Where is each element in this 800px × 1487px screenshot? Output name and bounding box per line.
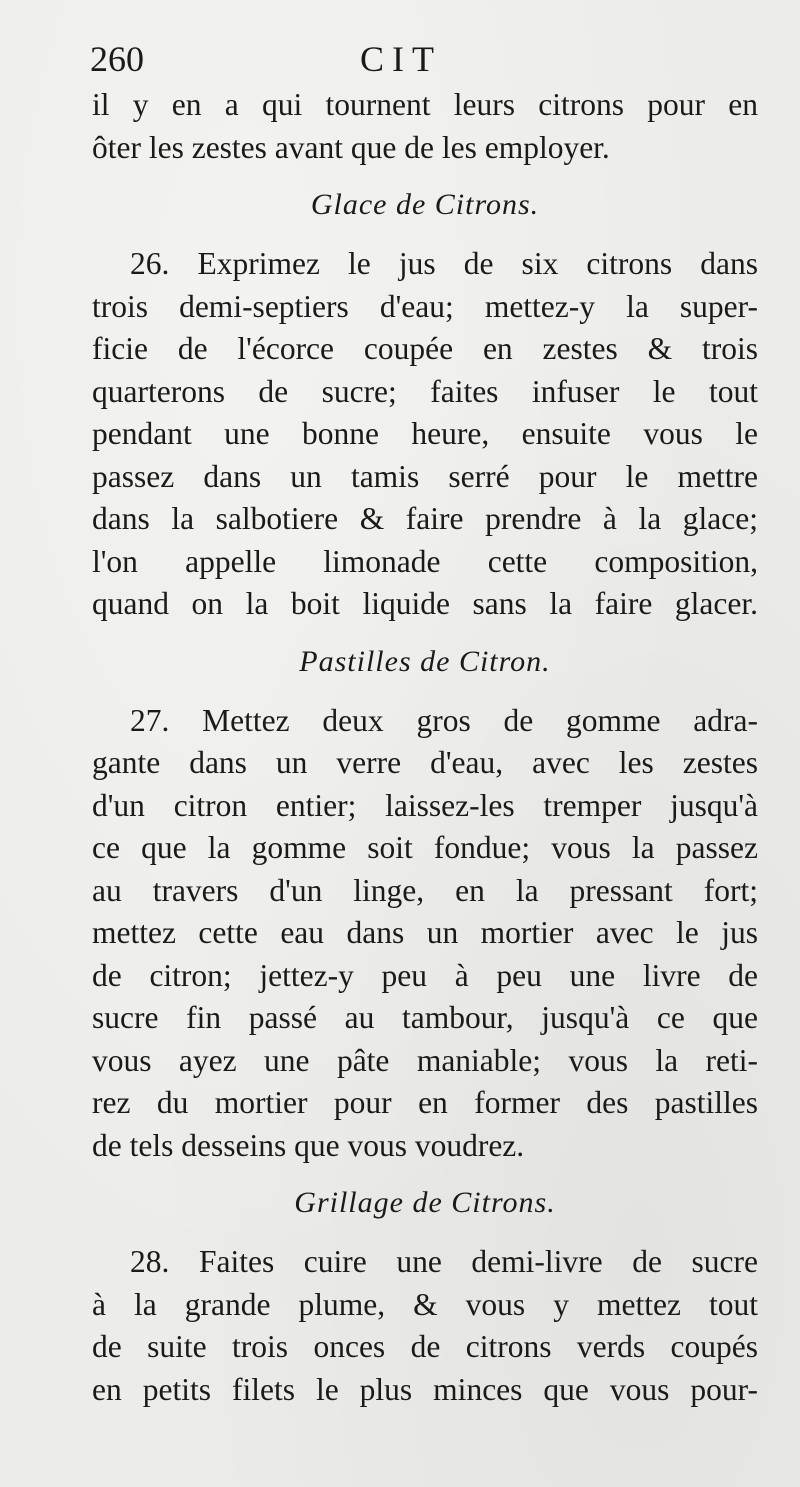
- text-line: 27. Mettez deux gros de gomme adra-: [130, 702, 758, 738]
- text-line: pendant une bonne heure, ensuite vous le: [92, 416, 758, 451]
- text-line: en petits filets le plus minces que vous pour-: [92, 1371, 758, 1407]
- text-line: 26. Exprimez le jus de six citrons dans: [130, 246, 758, 281]
- section-heading: Grillage de Citrons.: [294, 1186, 556, 1219]
- text-line: passez dans un tamis serré pour le mettre: [92, 458, 758, 494]
- text-line: quarterons de sucre; faites infuser le tout: [92, 373, 758, 409]
- text-line: mettez cette eau dans un mortier avec le jus: [92, 915, 758, 950]
- text-line: ôter les zestes avant que de les employer.: [92, 129, 610, 165]
- running-head: CIT: [360, 39, 442, 79]
- page-number: 260: [90, 39, 144, 79]
- body-text: [92, 84, 758, 1411]
- text-line: de citron; jettez-y peu à peu une livre de: [92, 957, 758, 993]
- text-line: il y en a qui tournent leurs citrons pour en: [92, 87, 758, 122]
- text-line: sucre fin passé au tambour, jusqu'à ce que: [92, 1000, 758, 1035]
- section-heading: Glace de Citrons.: [310, 188, 540, 221]
- text-line: à la grande plume, & vous y mettez tout: [92, 1286, 758, 1322]
- text-line: dans la salbotiere & faire prendre à la glace;: [92, 501, 758, 536]
- text-line: d'un citron entier; laissez-les tremper jusqu'à: [92, 787, 758, 823]
- page-header: [90, 38, 755, 88]
- text-line: au travers d'un linge, en la pressant fort;: [92, 872, 758, 908]
- section-heading: Pastilles de Citron.: [299, 644, 551, 678]
- text-line: ficie de l'écorce coupée en zestes & trois: [92, 331, 758, 366]
- text-line: vous ayez une pâte maniable; vous la reti-: [92, 1042, 758, 1078]
- text-line: trois demi-septiers d'eau; mettez-y la super-: [92, 288, 758, 324]
- text-line: ce que la gomme soit fondue; vous la passez: [92, 830, 758, 865]
- text-line: gante dans un verre d'eau, avec les zestes: [92, 745, 758, 780]
- text-line: quand on la boit liquide sans la faire glacer.: [92, 586, 758, 621]
- text-line: de tels desseins que vous voudrez.: [92, 1127, 525, 1163]
- text-line: rez du mortier pour en former des pastilles: [92, 1085, 758, 1120]
- text-line: de suite trois onces de citrons verds coupés: [92, 1329, 758, 1364]
- text-line: l'on appelle limonade cette composition,: [92, 543, 758, 579]
- text-line: 28. Faites cuire une demi-livre de sucre: [130, 1244, 758, 1279]
